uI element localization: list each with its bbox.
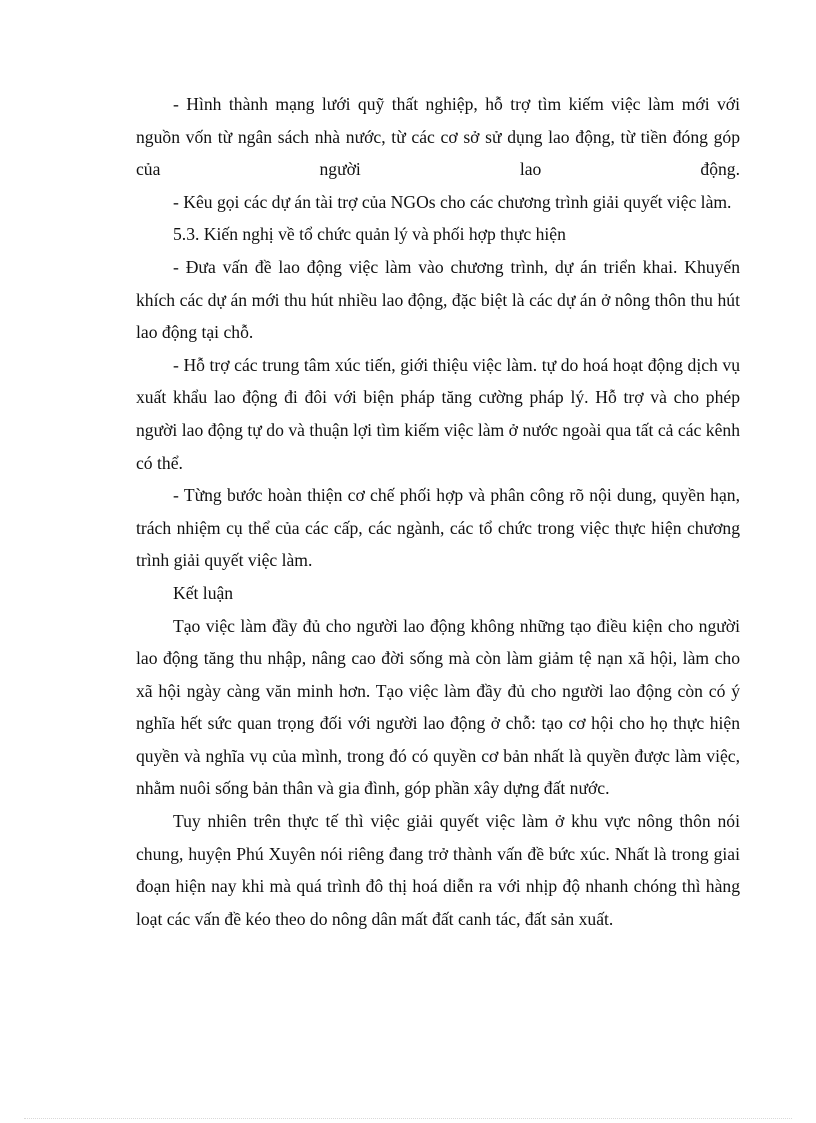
paragraph-job-centers: - Hỗ trợ các trung tâm xúc tiến, giới thiệu việc làm. tự do hoá hoạt động dịch vụ xuất khẩu lao động đi đôi với biện pháp tăng cường pháp lý. Hỗ trợ và cho phép người lao động tự do và thuận lợi tìm kiếm việc làm ở nước ngoài qua tất cả các kênh có thể. <box>136 354 740 473</box>
document-page-body <box>136 88 740 935</box>
paragraph-labor-programs: - Đưa vấn đề lao động việc làm vào chương trình, dự án triển khai. Khuyến khích các dự án mới thu hút nhiều lao động, đặc biệt là các dự án ở nông thôn thu hút lao động tại chỗ. <box>136 256 740 343</box>
paragraph-conclusion-2: Tuy nhiên trên thực tế thì việc giải quyết việc làm ở khu vực nông thôn nói chung, huyện Phú Xuyên nói riêng đang trở thành vấn đề bức xúc. Nhất là trong giai đoạn hiện nay khi mà quá trình đô thị hoá diễn ra với nhịp độ nhanh chóng thì hàng loạt các vấn đề kéo theo do nông dân mất đất canh tác, đất sản xuất. <box>136 811 740 929</box>
paragraph-ngo-projects: - Kêu gọi các dự án tài trợ của NGOs cho các chương trình giải quyết việc làm. <box>173 191 732 212</box>
paragraph-conclusion-1: Tạo việc làm đầy đủ cho người lao động không những tạo điều kiện cho người lao động tăng thu nhập, nâng cao đời sống mà còn làm giảm tệ nạn xã hội, làm cho xã hội ngày càng văn minh hơn. Tạo việc làm đầy đủ cho người lao động còn có ý nghĩa hết sức quan trọng đối với người lao động ở chỗ: tạo cơ hội cho họ thực hiện quyền và nghĩa vụ của mình, trong đó có quyền cơ bản nhất là quyền được làm việc, nhằm nuôi sống bản thân và gia đình, góp phần xây dựng đất nước. <box>136 615 740 799</box>
page-bottom-divider <box>24 1118 792 1119</box>
paragraph-unemployment-fund: - Hình thành mạng lưới quỹ thất nghiệp, hỗ trợ tìm kiếm việc làm mới với nguồn vốn từ ngân sách nhà nước, từ các cơ sở sử dụng lao động, từ tiền đóng góp của người lao động. <box>136 94 740 180</box>
section-heading-conclusion: Kết luận <box>173 582 234 603</box>
section-heading-5-3: 5.3. Kiến nghị về tổ chức quản lý và phối hợp thực hiện <box>173 224 566 245</box>
paragraph-coordination: - Từng bước hoàn thiện cơ chế phối hợp và phân công rõ nội dung, quyền hạn, trách nhiệm cụ thể của các cấp, các ngành, các tổ chức trong việc thực hiện chương trình giải quyết việc làm. <box>136 485 740 571</box>
